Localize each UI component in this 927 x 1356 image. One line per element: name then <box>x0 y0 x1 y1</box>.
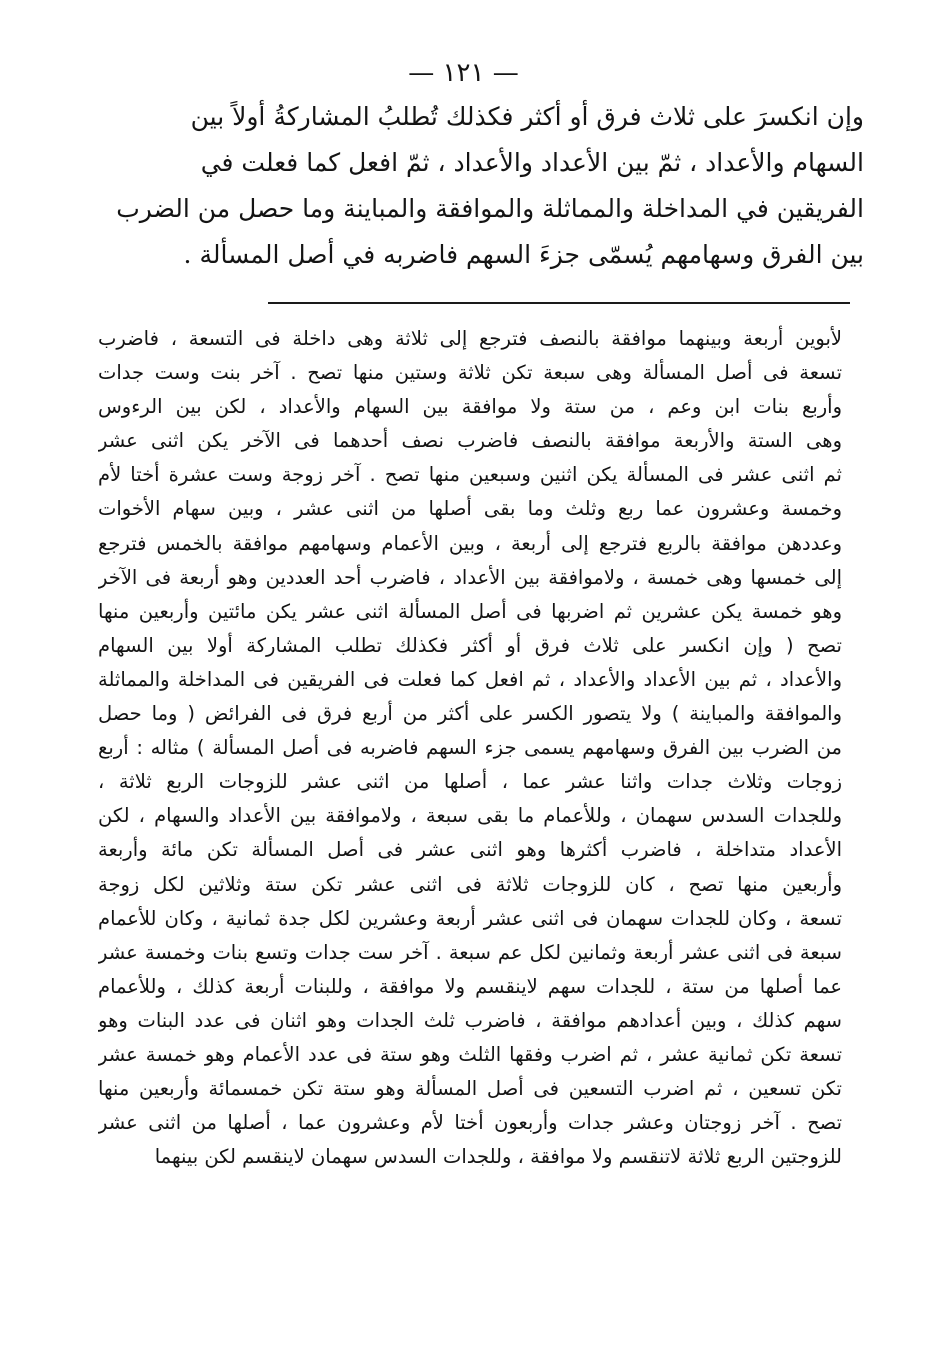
commentary-line: وهى الستة والأربعة موافقة بالنصف فاضرب نصف أحدهما فى الآخر يكن اثنى عشر <box>98 429 842 453</box>
main-text <box>98 94 864 278</box>
commentary-line: إلى خمسها وهى خمسة ، ولاموافقة بين الأعداد ، فاضرب أحد العددين وهو أربعة فى الآخر <box>98 565 842 589</box>
commentary-line: وعددهن موافقة بالربع فترجع إلى أربعة ، وبين الأعمام وسهامهم موافقة بالخمس فترجع <box>98 531 842 555</box>
commentary-line: سبعة فى اثنى عشر أربعة وثمانين لكل عم سبعة . آخر ست جدات وتسع بنات وخمسة عشر <box>98 940 842 964</box>
commentary-line: والأعداد ، ثم بين الأعداد والأعداد ، ثم افعل كما فعلت فى الفريقين فى المداخلة والمماثلة <box>98 667 842 691</box>
commentary-line: تصح ( وإن انكسر على ثلاث فرق أو أكثر فكذلك تطلب المشاركة أولا بين السهام <box>98 633 842 657</box>
main-text-line: السهام والأعداد ، ثمّ بين الأعداد والأعداد ، ثمّ افعل كما فعلت في <box>200 148 864 177</box>
commentary-line: والموافقة والمباينة ) ولا يتصور الكسر على أكثر من أربع فرق فى الفرائض ( وما حصل <box>98 702 842 726</box>
commentary-line: تسعة تكن ثمانية عشر ، ثم اضرب وفقها الثلث وهو ستة فى عدد الأعمام وهو خمسة عشر <box>98 1042 842 1066</box>
commentary-line: تصح . آخر زوجتان وعشر جدات وأربعون أختا لأم وعشرون عما ، أصلها من اثنى عشر <box>98 1111 842 1135</box>
commentary-line: وللجدات السدس سهمان ، وللأعمام ما بقى سبعة ، ولاموافقة بين الأعداد والسهام ، لكن <box>98 804 842 828</box>
page-number: — ١٢١ — <box>408 58 519 88</box>
commentary-line: زوجات وثلاث جدات واثنا عشر عما ، أصلها من اثنى عشر للزوجات الربع ثلاثة ، <box>98 770 842 794</box>
commentary-line: الأعداد متداخلة ، فاضرب أكثرها وهو اثنى عشر فى أصل المسألة تكن مائة وأربعة <box>98 838 842 862</box>
separator-rule <box>268 302 850 304</box>
commentary-line: عما أصلها من ستة ، للجدات سهم لاينقسم ولا موافقة ، وللبنات أربعة كذلك ، وللأعمام <box>98 974 842 998</box>
commentary-line: تكن تسعين ، ثم اضرب التسعين فى أصل المسألة وهو ستة تكن خمسمائة وأربعين منها <box>98 1077 842 1101</box>
main-text-line: الفريقين في المداخلة والمماثلة والموافقة والمباينة وما حصل من الضرب <box>116 194 864 223</box>
main-text-line: وإن انكسرَ على ثلاث فرق أو أكثر فكذلك تُطلبُ المشاركةُ أولاً بين <box>190 102 864 131</box>
commentary-line: من الضرب بين الفرق وسهامهم يسمى جزء السهم فاضربه فى أصل المسألة ) مثاله : أربع <box>98 736 842 760</box>
commentary-line: وهو خمسة يكن عشرين ثم اضربها فى أصل المسألة اثنى عشر يكن مائتين وأربعين منها <box>98 599 842 623</box>
commentary-line: تسعة ، وكان للجدات سهمان فى اثنى عشر أربعة وعشرين لكل جدة ثمانية ، وكان للأعمام <box>98 906 842 930</box>
commentary-line: وخمسة وعشرون عما ربع وثلث وما بقى أصلها من اثنى عشر ، وبين سهام الأخوات <box>98 497 842 521</box>
commentary-text <box>98 322 842 1174</box>
commentary-line: وأربعين منها تصح ، كان للزوجات ثلاثة فى اثنى عشر تكن ستة وثلاثين لكل زوجة <box>98 872 842 896</box>
commentary-line: وأربع بنات ابن وعم ، من ستة ولا موافقة بين السهام والأعداد ، لكن بين الرءوس <box>98 395 842 419</box>
commentary-line: للزوجتين الربع ثلاثة لاتنقسم ولا موافقة ، وللجدات السدس سهمان لاينقسم لكن بينهما <box>154 1145 842 1169</box>
commentary-line: ثم اثنى عشر فى المسألة يكن اثنين وسبعين منها تصح . آخر زوجة وست عشرة أختا لأم <box>98 463 842 487</box>
commentary-line: لأبوين أربعة وبينهما موافقة بالنصف فترجع إلى ثلاثة وهى داخلة فى التسعة ، فاضرب <box>98 327 842 350</box>
commentary-line: تسعة فى أصل المسألة وهى سبعة تكن ثلاثة وستين منها تصح . آخر بنت وست جدات <box>98 361 842 385</box>
commentary-line: سهم كذلك ، وبين أعدادهم موافقة ، فاضرب ثلث الجدات وهو اثنان فى عدد البنات وهو <box>98 1008 842 1032</box>
main-text-line: بين الفرق وسهامهم يُسمّى جزءَ السهم فاضربه في أصل المسألة . <box>183 240 864 269</box>
